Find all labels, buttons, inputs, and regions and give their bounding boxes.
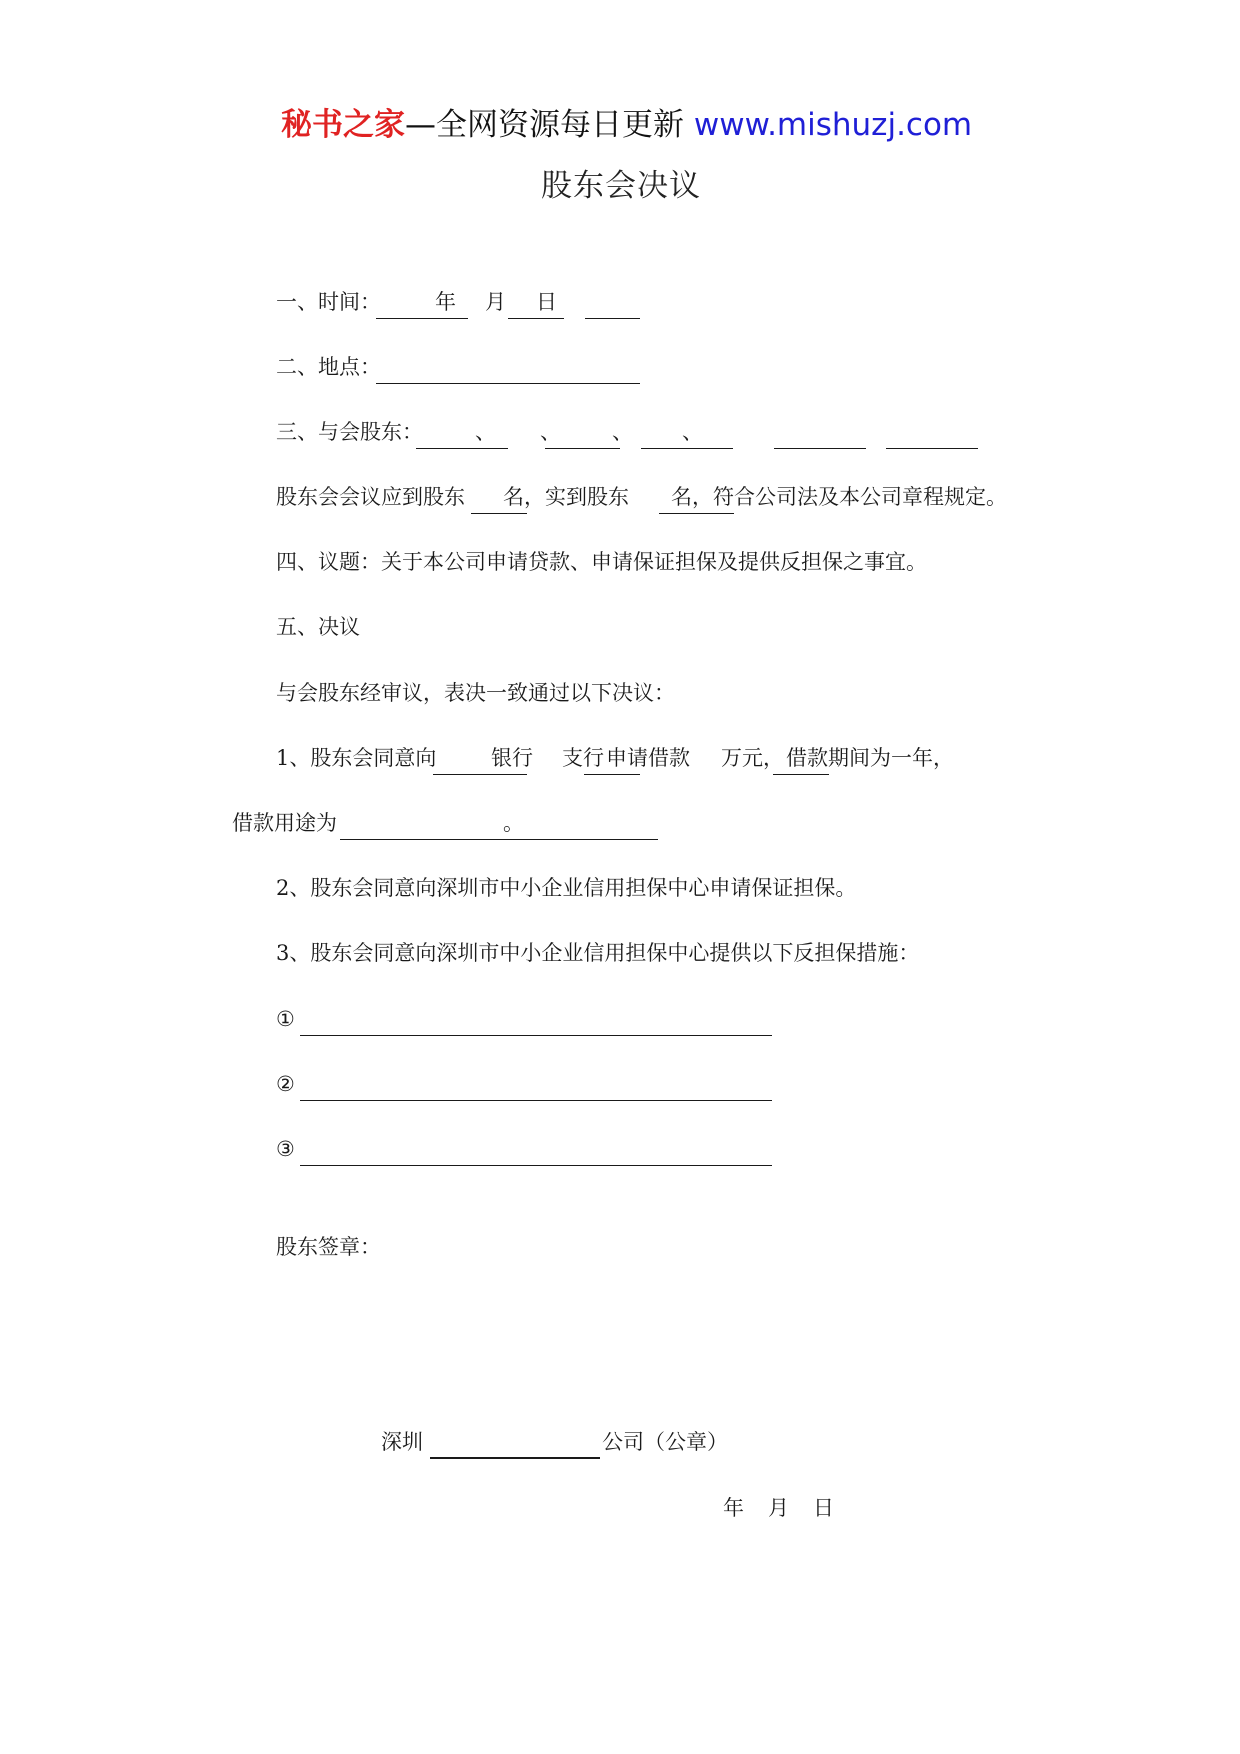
quorum-text-3: 名，符合公司法及本公司章程规定。: [671, 485, 1007, 509]
date-month: 月: [768, 1496, 789, 1520]
item1-purpose-label: 借款用途为: [232, 811, 337, 835]
attendee-separator: 、: [682, 420, 703, 444]
item1-branch: 支行: [562, 746, 604, 770]
item1-branch-blank: [584, 774, 640, 775]
attendee-blank: [886, 448, 978, 449]
time-day: 日: [536, 290, 557, 314]
item1-bank-blank: [433, 774, 527, 775]
item1-purpose-end: 。: [503, 811, 524, 835]
measure-blank: [300, 1100, 772, 1101]
measure-blank: [300, 1035, 772, 1036]
item1-amount-unit: 万元，: [721, 746, 784, 770]
time-month: 月: [485, 290, 506, 314]
company-suffix: 公司（公章）: [602, 1430, 728, 1454]
document-title: 股东会决议: [541, 168, 701, 204]
quorum-expected-blank: [471, 513, 527, 514]
attendee-separator: 、: [612, 420, 633, 444]
place-blank: [376, 383, 640, 384]
time-blank-year: [376, 318, 468, 319]
header-tagline: —全网资源每日更新: [405, 107, 694, 143]
attendee-separator: 、: [475, 420, 496, 444]
site-header: [281, 107, 973, 143]
agenda: 四、议题：关于本公司申请贷款、申请保证担保及提供反担保之事宜。: [276, 550, 927, 574]
attendees-label: 三、与会股东：: [276, 420, 423, 444]
attendee-blank: [416, 448, 508, 449]
item1-prefix: 1、股东会同意向: [276, 746, 437, 770]
measure-number: ②: [276, 1072, 295, 1096]
item1-bank: 银行: [491, 746, 533, 770]
item1-amount-blank: [773, 774, 829, 775]
resolution-intro: 与会股东经审议，表决一致通过以下决议：: [276, 681, 675, 705]
quorum-text-2: 名，实到股东: [503, 485, 629, 509]
quorum-text: 股东会会议应到股东: [276, 485, 465, 509]
quorum-actual-blank: [659, 513, 734, 514]
time-year: 年: [435, 290, 456, 314]
date-year: 年: [723, 1496, 744, 1520]
time-blank-day: [508, 318, 564, 319]
date-day: 日: [813, 1496, 834, 1520]
measure-blank: [300, 1165, 772, 1166]
item1-apply: 申请借款: [606, 746, 690, 770]
attendee-blank: [774, 448, 866, 449]
attendee-separator: 、: [540, 420, 561, 444]
brand-name: 秘书之家: [281, 107, 405, 143]
item1-term: 借款期间为一年，: [786, 746, 954, 770]
resolution-heading: 五、决议: [276, 615, 360, 639]
measure-number: ③: [276, 1137, 295, 1161]
company-prefix: 深圳: [381, 1430, 423, 1454]
site-url-link[interactable]: www.mishuzj.com: [693, 107, 973, 143]
time-blank-hour: [585, 318, 640, 319]
item1-purpose-blank: [340, 839, 658, 840]
item3: 3、股东会同意向深圳市中小企业信用担保中心提供以下反担保措施：: [276, 941, 920, 965]
item2: 2、股东会同意向深圳市中小企业信用担保中心申请保证担保。: [276, 876, 857, 900]
place-label: 二、地点：: [276, 355, 381, 379]
time-label: 一、时间：: [276, 290, 381, 314]
company-name-blank: [430, 1457, 600, 1459]
attendee-blank: [641, 448, 733, 449]
attendee-blank: [545, 448, 620, 449]
signature-label: 股东签章：: [276, 1235, 381, 1259]
measure-number: ①: [276, 1007, 295, 1031]
